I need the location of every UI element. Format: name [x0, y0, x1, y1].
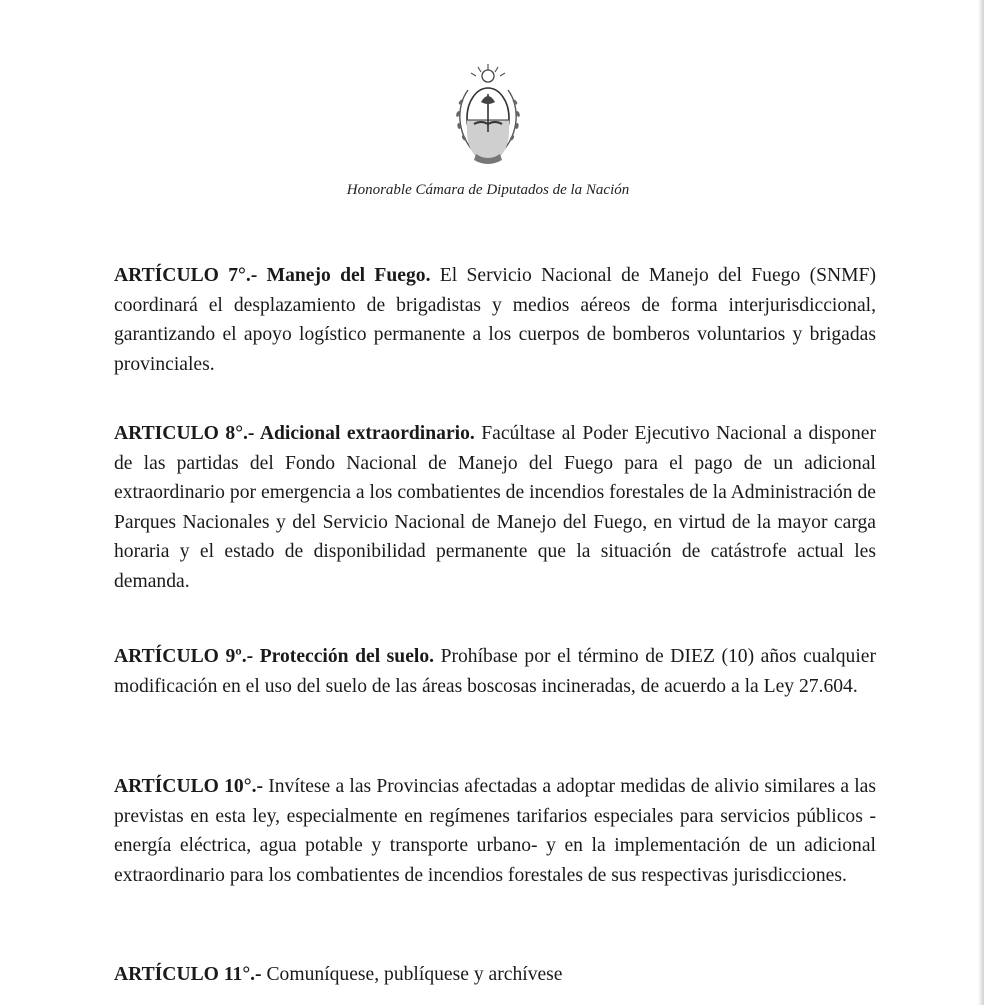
article-8: [114, 419, 876, 596]
article-7-heading: ARTÍCULO 7°.- Manejo del Fuego.: [114, 265, 431, 286]
article-7: [114, 261, 876, 379]
article-11-heading: ARTÍCULO 11°.-: [114, 964, 262, 985]
article-9-heading: ARTÍCULO 9º.- Protección del suelo.: [114, 646, 435, 667]
article-8-heading: ARTICULO 8°.- Adicional extraordinario.: [114, 423, 475, 444]
page-edge-shadow: [978, 0, 984, 1005]
article-7-body: El Servicio Nacional de Manejo del Fuego (SNMF) coordinará el desplazamiento de brigadistas y medios aéreos de forma interjurisdiccional, garantizando el apoyo logístico permanente a los cuerpos de bomberos voluntarios y brigadas provinciales.: [114, 265, 876, 375]
coat-of-arms-seal: [448, 62, 528, 172]
article-11-body: Comuníquese, publíquese y archívese: [261, 964, 563, 985]
article-9: [114, 642, 876, 701]
article-11: [114, 960, 876, 990]
article-9-body: Prohíbase por el término de DIEZ (10) años cualquier modificación en el uso del suelo de las áreas boscosas incineradas, de acuerdo a la Ley 27.604.: [114, 646, 876, 697]
article-8-body: Facúltase al Poder Ejecutivo Nacional a disponer de las partidas del Fondo Nacional de Manejo del Fuego para el pago de un adicional extraordinario por emergencia a los combatientes de incendios forestales de la Administración de Parques Nacionales y del Servicio Nacional de Manejo del Fuego, en virtud de la mayor carga horaria y el estado de disponibilidad permanente que la situación de catástrofe actual les demanda.: [114, 423, 876, 592]
article-10-body: Invítese a las Provincias afectadas a adoptar medidas de alivio similares a las previstas en esta ley, especialmente en regímenes tarifarios especiales para servicios públicos -energía eléctrica, agua potable y transporte urbano- y en la implementación de un adicional extraordinario para los combatientes de incendios forestales de sus respectivas jurisdicciones.: [114, 776, 877, 886]
chamber-name: Honorable Cámara de Diputados de la Nación: [346, 182, 630, 198]
article-10-heading: ARTÍCULO 10°.-: [114, 776, 263, 797]
article-10: [114, 772, 876, 890]
